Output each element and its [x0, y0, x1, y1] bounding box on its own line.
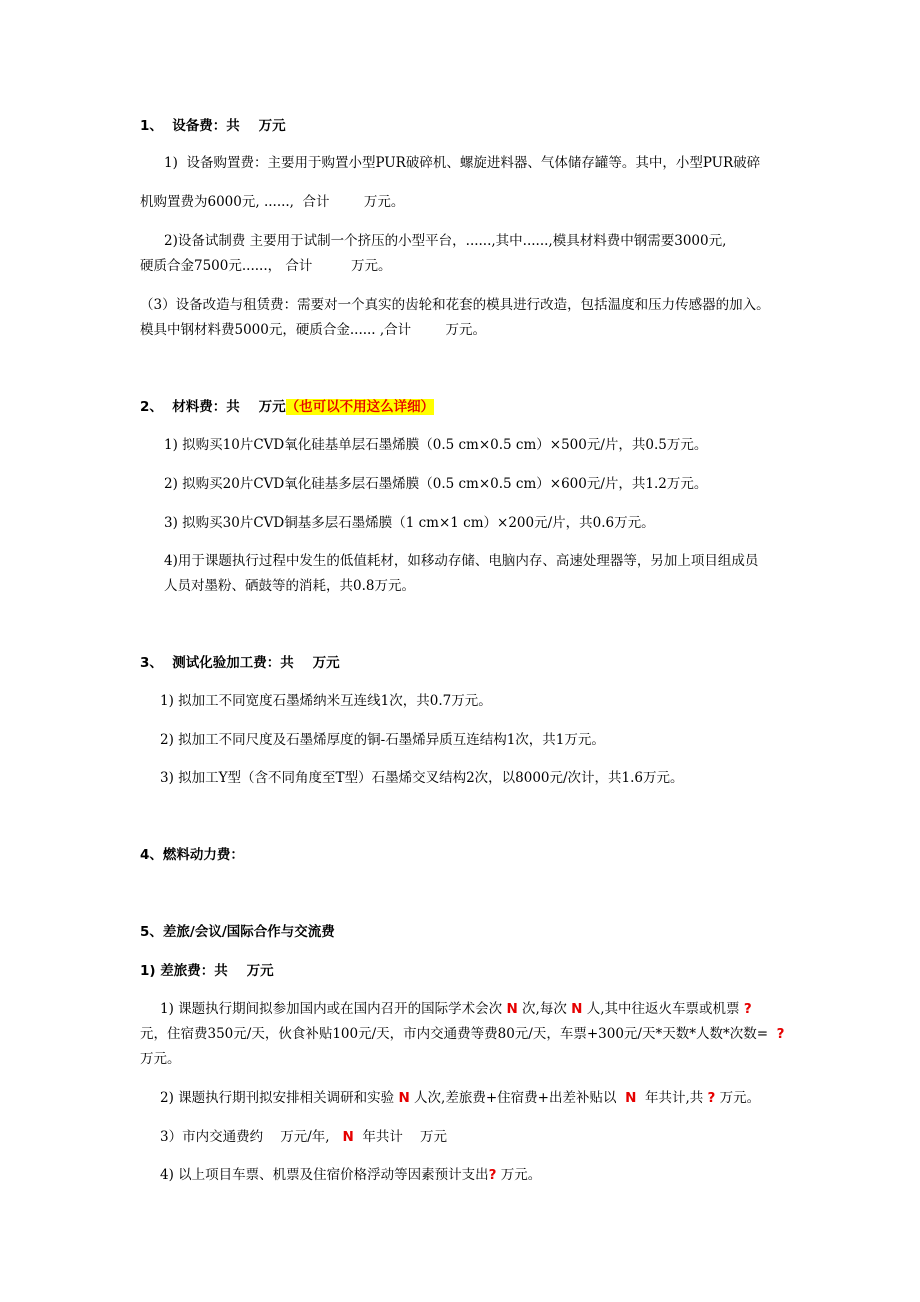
- s5-item-3-text-a: 3）市内交通费约 万元/年,: [160, 1129, 343, 1145]
- placeholder-n: N: [398, 1090, 410, 1106]
- s5-item-4-text-b: 万元。: [496, 1167, 542, 1183]
- s1-item-1-line-2: 机购置费为6000元, ......, 合计 万元。: [140, 194, 405, 210]
- s5-item-1-line-3: 万元。: [140, 1051, 181, 1067]
- section-1-heading: 1、 设备费：共 万元: [140, 118, 286, 134]
- s5-item-2-text-a: 2) 课题执行期刊拟安排相关调研和实验: [160, 1090, 399, 1106]
- section-2-heading: 2、 材料费：共 万元: [140, 399, 286, 415]
- placeholder-n: N: [342, 1129, 354, 1145]
- s2-item-3: 3) 拟购买30片CVD铜基多层石墨烯膜（1 cm×1 cm）×200元/片，共0.6万元。: [164, 515, 655, 531]
- section-2-heading-row: [140, 398, 434, 416]
- s1-item-3-line-1: （3）设备改造与租赁费：需要对一个真实的齿轮和花套的模具进行改造，包括温度和压力传感器的加入。: [140, 297, 770, 313]
- section-2-highlight-note: （也可以不用这么详细）: [285, 399, 435, 415]
- placeholder-n: N: [571, 1001, 583, 1017]
- s5-item-1-line-2: [140, 1025, 784, 1043]
- s2-item-1: 1) 拟购买10片CVD氧化硅基单层石墨烯膜（0.5 cm×0.5 cm）×500元/片，共0.5万元。: [164, 437, 708, 453]
- placeholder-question: ?: [707, 1090, 716, 1106]
- placeholder-question: ?: [776, 1026, 785, 1042]
- placeholder-question: ?: [743, 1001, 752, 1017]
- s5-subheading-travel: 1) 差旅费：共 万元: [140, 963, 274, 979]
- s5-item-3-text-b: 年共计 万元: [353, 1129, 448, 1145]
- section-5-heading: 5、差旅/会议/国际合作与交流费: [140, 924, 335, 940]
- s5-item-2-text-c: 年共计,共: [636, 1090, 708, 1106]
- s5-item-1-text-d: 元，住宿费350元/天，伙食补贴100元/天，市内交通费等费80元/天，车票+300元/天*天数*人数*次数=: [140, 1026, 777, 1042]
- s3-item-2: 2) 拟加工不同尺度及石墨烯厚度的铜-石墨烯异质互连结构1次，共1万元。: [160, 732, 605, 748]
- s3-item-3: 3) 拟加工Y型（含不同角度至T型）石墨烯交叉结构2次，以8000元/次计，共1.6万元。: [160, 770, 684, 786]
- s5-item-3: [160, 1128, 447, 1146]
- placeholder-n: N: [625, 1090, 637, 1106]
- s2-item-2: 2) 拟购买20片CVD氧化硅基多层石墨烯膜（0.5 cm×0.5 cm）×600元/片，共1.2万元。: [164, 476, 708, 492]
- s5-item-1-text-c: 人,其中往返火车票或机票: [582, 1001, 744, 1017]
- s5-item-4-text-a: 4) 以上项目车票、机票及住宿价格浮动等因素预计支出: [160, 1167, 489, 1183]
- placeholder-n: N: [506, 1001, 518, 1017]
- s2-item-4-line-1: 4)用于课题执行过程中发生的低值耗材，如移动存储、电脑内存、高速处理器等，另加上项目组成员: [164, 553, 759, 569]
- s5-item-2-text-d: 万元。: [715, 1090, 761, 1106]
- s1-item-1-line-1: 1) 设备购置费：主要用于购置小型PUR破碎机、螺旋进料器、气体储存罐等。其中，小型PUR破碎: [164, 155, 761, 171]
- s5-item-2-text-b: 人次,差旅费+住宿费+出差补贴以: [409, 1090, 626, 1106]
- s2-item-4-line-2: 人员对墨粉、硒鼓等的消耗，共0.8万元。: [164, 578, 415, 594]
- s3-item-1: 1) 拟加工不同宽度石墨烯纳米互连线1次，共0.7万元。: [160, 693, 492, 709]
- s1-item-2-line-1: 2)设备试制费 主要用于试制一个挤压的小型平台，......,其中......,模具材料费中钢需要3000元,: [164, 233, 727, 249]
- s5-item-1-text-a: 1) 课题执行期间拟参加国内或在国内召开的国际学术会次: [160, 1001, 507, 1017]
- s5-item-1-text-b: 次,每次: [517, 1001, 572, 1017]
- s5-item-4: [160, 1166, 541, 1184]
- s5-item-1-line-1: [160, 1000, 752, 1018]
- s1-item-3-line-2: 模具中钢材料费5000元，硬质合金...... ,合计 万元。: [140, 322, 487, 338]
- s1-item-2-line-2: 硬质合金7500元......， 合计 万元。: [140, 258, 392, 274]
- s5-item-2: [160, 1089, 760, 1107]
- section-4-heading: 4、燃料动力费：: [140, 847, 244, 863]
- section-3-heading: 3、 测试化验加工费：共 万元: [140, 655, 340, 671]
- placeholder-question: ?: [488, 1167, 497, 1183]
